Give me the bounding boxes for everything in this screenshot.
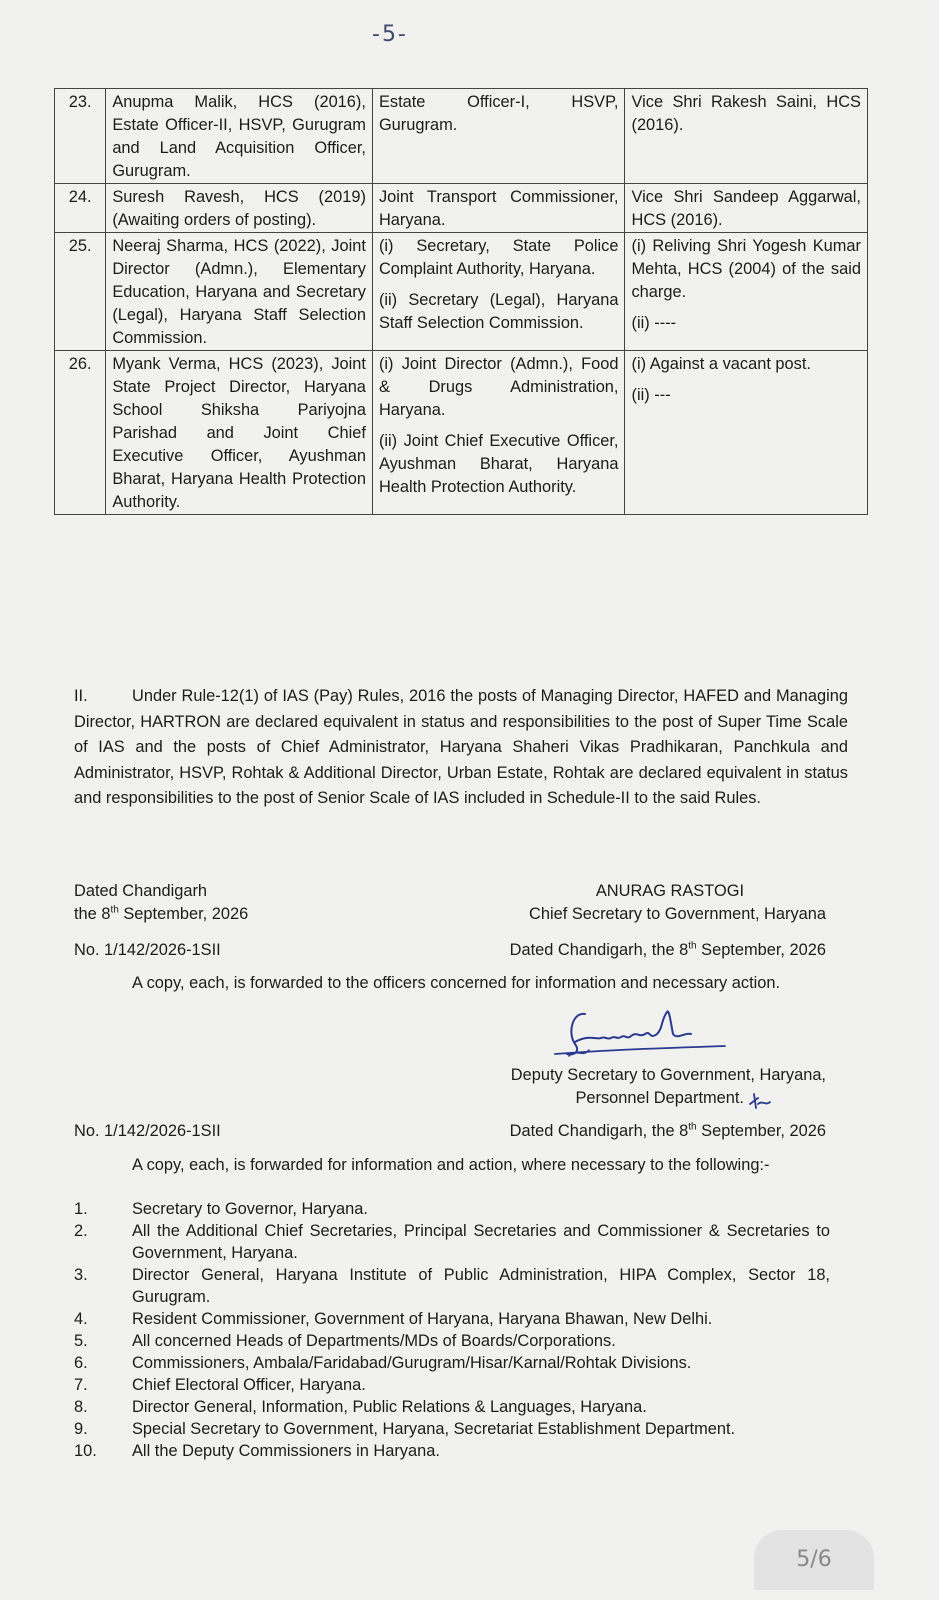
officer-cell-text: Suresh Ravesh, HCS (2019) (Awaiting orders of posting). — [112, 188, 366, 229]
table-row — [55, 89, 868, 184]
list-item-number: 1. — [74, 1200, 88, 1218]
list-item-number: 2. — [74, 1222, 88, 1240]
posting-cell — [372, 184, 625, 233]
deputy-department: Personnel Department. — [575, 1089, 744, 1107]
remarks-cell — [625, 233, 868, 351]
list-item-text: Special Secretary to Government, Haryana, Secretariat Establishment Department. — [132, 1420, 736, 1438]
list-item-number: 5. — [74, 1332, 88, 1350]
serial-number-cell: 24. — [55, 184, 106, 233]
list-item — [74, 1198, 830, 1220]
signatory-title: Chief Secretary to Government, Haryana — [529, 905, 826, 923]
postings-table — [54, 88, 868, 515]
remarks-cell-text: (i) Against a vacant post. — [631, 355, 811, 373]
signatory-block — [420, 880, 826, 926]
remarks-cell-text: (ii) --- — [631, 386, 671, 404]
list-item — [74, 1330, 830, 1352]
issue-date-line2: the 8th September, 2026 — [74, 904, 249, 923]
remarks-cell — [625, 89, 868, 184]
endorsement-2-text: A copy, each, is forwarded for information and action, where necessary to the following:- — [132, 1156, 770, 1174]
endorsement-1-number: No. 1/142/2026-1SII — [74, 941, 221, 959]
list-item-number: 10. — [74, 1442, 97, 1460]
page-number: -5- — [372, 22, 408, 47]
posting-cell — [372, 233, 625, 351]
list-item-text: Chief Electoral Officer, Haryana. — [132, 1376, 366, 1394]
list-item-number: 8. — [74, 1398, 88, 1416]
remarks-cell-text: (ii) ---- — [631, 314, 677, 332]
officer-cell — [106, 351, 373, 515]
officer-cell — [106, 89, 373, 184]
officer-cell-text: Myank Verma, HCS (2023), Joint State Project Director, Haryana School Shiksha Pariyojna Parishad and Joint Chief Executive Officer, Ayushman Bharat, Haryana Health Protection Authority. — [112, 355, 366, 511]
paragraph-text: Under Rule-12(1) of IAS (Pay) Rules, 2016 the posts of Managing Director, HAFED and Managing Director, HARTRON are declared equivalent in status and responsibilities to the post of Super Time Scale of IAS and the posts of Chief Administrator, Haryana Shaheri Vikas Pradhikaran, Panchkula and Administrator, HSVP, Rohtak & Additional Director, Urban Estate, Rohtak are declared equivalent in status and responsibilities to the post of Senior Scale of IAS included in Schedule-II to the said Rules. — [74, 687, 848, 807]
serial-number-cell: 25. — [55, 233, 106, 351]
table-row — [55, 351, 868, 515]
serial-number-cell: 26. — [55, 351, 106, 515]
posting-cell — [372, 89, 625, 184]
posting-cell-text: Estate Officer-I, HSVP, Gurugram. — [378, 93, 619, 134]
remarks-cell-text: Vice Shri Sandeep Aggarwal, HCS (2016). — [631, 188, 861, 229]
list-item — [74, 1396, 830, 1418]
officer-cell — [106, 184, 373, 233]
list-item-text: Director General, Haryana Institute of Public Administration, HIPA Complex, Sector 18, Gurugram. — [132, 1266, 830, 1306]
list-item — [74, 1308, 830, 1330]
list-item-number: 7. — [74, 1376, 88, 1394]
officer-cell — [106, 233, 373, 351]
list-item — [74, 1352, 830, 1374]
list-item — [74, 1220, 830, 1264]
page-indicator: 5/6 — [754, 1530, 874, 1590]
endorsement-1-text: A copy, each, is forwarded to the officers concerned for information and necessary action. — [132, 974, 781, 992]
officer-cell-text: Anupma Malik, HCS (2016), Estate Officer-II, HSVP, Gurugram and Land Acquisition Officer, Gurugram. — [112, 93, 366, 180]
remarks-cell — [625, 351, 868, 515]
issue-date — [74, 880, 248, 926]
list-item-number: 4. — [74, 1310, 88, 1328]
posting-cell — [372, 351, 625, 515]
list-item-text: Secretary to Governor, Haryana. — [132, 1200, 368, 1218]
list-item-number: 9. — [74, 1420, 88, 1438]
list-item — [74, 1374, 830, 1396]
posting-cell-text: (ii) Secretary (Legal), Haryana Staff Selection Commission. — [378, 291, 619, 332]
list-item-text: Resident Commissioner, Government of Haryana, Haryana Bhawan, New Delhi. — [132, 1310, 713, 1328]
deputy-title: Deputy Secretary to Government, Haryana, — [510, 1066, 826, 1084]
paragraph-ii — [74, 684, 848, 812]
remarks-cell — [625, 184, 868, 233]
table-row — [55, 184, 868, 233]
issue-date-line1: Dated Chandigarh — [74, 882, 208, 900]
officer-cell-text: Neeraj Sharma, HCS (2022), Joint Director (Admn.), Elementary Education, Haryana and Secretary (Legal), Haryana Staff Selection Commission. — [112, 237, 366, 347]
signatory-name: ANURAG RASTOGI — [595, 882, 744, 900]
posting-cell-text: (i) Joint Director (Admn.), Food & Drugs Administration, Haryana. — [378, 355, 619, 419]
list-item — [74, 1264, 830, 1308]
list-item — [74, 1418, 830, 1440]
remarks-cell-text: (i) Reliving Shri Yogesh Kumar Mehta, HCS (2004) of the said charge. — [631, 237, 861, 301]
list-item-text: All the Additional Chief Secretaries, Principal Secretaries and Commissioner & Secretaries to Government, Haryana. — [132, 1222, 830, 1262]
list-item-text: All concerned Heads of Departments/MDs of Boards/Corporations. — [132, 1332, 616, 1350]
endorsement-2-date: Dated Chandigarh, the 8th September, 2026 — [509, 1121, 826, 1140]
initials-mark — [746, 1092, 772, 1112]
list-item — [74, 1440, 830, 1462]
list-item-number: 6. — [74, 1354, 88, 1372]
paragraph-number: II. — [74, 687, 88, 705]
posting-cell-text: (ii) Joint Chief Executive Officer, Ayushman Bharat, Haryana Health Protection Authority. — [378, 432, 619, 496]
endorsement-2-number: No. 1/142/2026-1SII — [74, 1122, 221, 1140]
posting-cell-text: Joint Transport Commissioner, Haryana. — [378, 188, 619, 229]
posting-cell-text: (i) Secretary, State Police Complaint Authority, Haryana. — [378, 237, 619, 278]
endorsement-1-date: Dated Chandigarh, the 8th September, 2026 — [509, 940, 826, 959]
recipients-list — [74, 1198, 830, 1462]
list-item-text: Commissioners, Ambala/Faridabad/Gurugram/Hisar/Karnal/Rohtak Divisions. — [132, 1354, 692, 1372]
serial-number-cell: 23. — [55, 89, 106, 184]
list-item-text: All the Deputy Commissioners in Haryana. — [132, 1442, 440, 1460]
list-item-number: 3. — [74, 1266, 88, 1284]
table-row — [55, 233, 868, 351]
remarks-cell-text: Vice Shri Rakesh Saini, HCS (2016). — [631, 93, 861, 134]
signature-image — [545, 1004, 735, 1068]
list-item-text: Director General, Information, Public Relations & Languages, Haryana. — [132, 1398, 647, 1416]
